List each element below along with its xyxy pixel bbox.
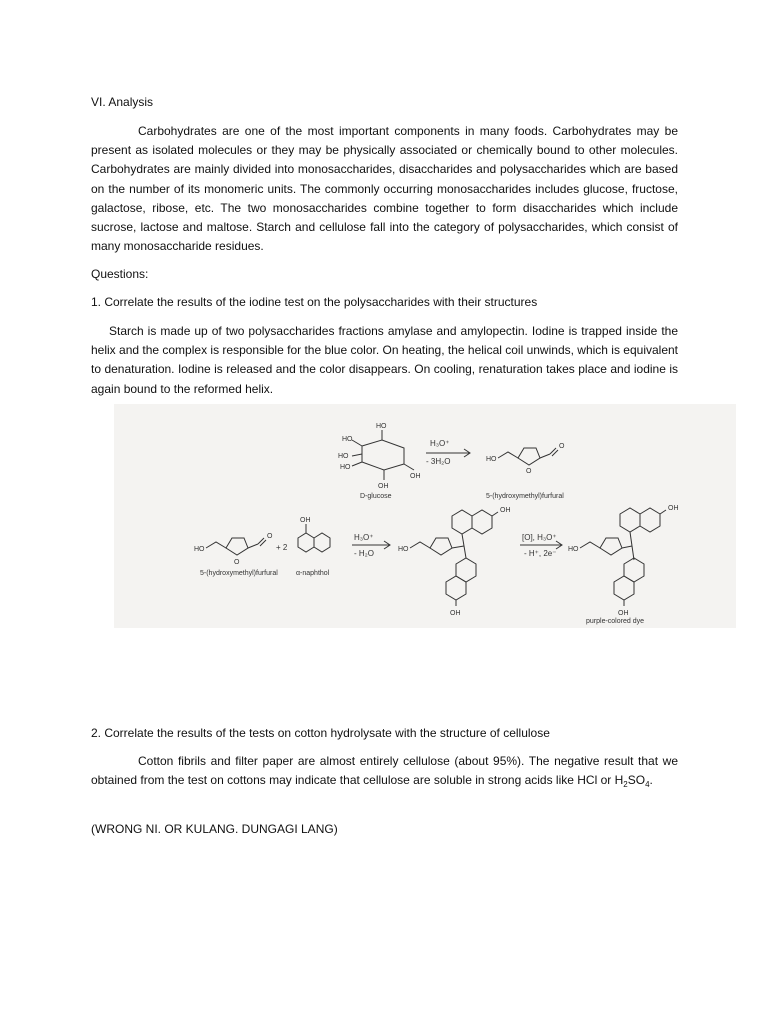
row2-reagent1-bottom: - H₂O	[354, 549, 374, 558]
formula-end: .	[649, 773, 653, 788]
question2-answer-text: Cotton fibrils and filter paper are almost entirely cellulose (about 95%). The negative result that we obtained from the test on cottons may indicate that cellulose are soluble in strong acids like HCl or	[91, 754, 678, 788]
atom-oh-2: OH	[410, 473, 421, 480]
naphthyl-bottom-a	[456, 558, 476, 582]
naphthol-ring-b	[314, 533, 330, 552]
row2-reagent2-bottom: - H⁺, 2e⁻	[524, 549, 557, 558]
row1-product-label: 5-(hydroxymethyl)furfural	[486, 493, 564, 500]
formula-sub-2: 2	[623, 780, 628, 790]
row2-reactant1-label: 5-(hydroxymethyl)furfural	[200, 570, 278, 577]
row2-reagent1-top: H₃O⁺	[354, 533, 374, 542]
furan-ring-1	[518, 448, 540, 465]
furan-ring-3	[430, 538, 452, 555]
atom-ho-4: HO	[376, 423, 387, 430]
dye-ring-c	[624, 558, 644, 582]
naphthyl-top-b	[472, 510, 492, 534]
atom-ho-3: HO	[340, 464, 351, 471]
question1-prompt: 1. Correlate the results of the iodine test on the polysaccharides with their structures	[91, 295, 538, 309]
reaction-scheme-svg	[114, 404, 736, 628]
furan-ring-4	[600, 538, 622, 555]
atom-o-3: O	[234, 559, 240, 566]
atom-oh-6: OH	[668, 505, 679, 512]
question2-prompt: 2. Correlate the results of the tests on cotton hydrolysate with the structure of cellulose	[91, 726, 550, 740]
row2-reagent2-top: [O], H₃O⁺	[522, 533, 557, 542]
atom-oh-4: OH	[500, 507, 511, 514]
naphthyl-top-a	[452, 510, 472, 534]
question2-answer	[91, 752, 678, 794]
atom-oh-7: OH	[618, 610, 629, 617]
question2-note: (WRONG NI. OR KULANG. DUNGAGI LANG)	[91, 822, 338, 836]
questions-label: Questions:	[91, 267, 149, 281]
glucose-ring	[362, 440, 404, 470]
atom-ho-2: HO	[338, 453, 349, 460]
atom-oh-3: OH	[300, 517, 311, 524]
intro-paragraph: Carbohydrates are one of the most important components in many foods. Carbohydrates may be present as isolated molecules or they may be physically associated or chemically bound to other molecules. Carbohydrates are mainly divided into monosaccharides, disaccharides and polysaccharides which are based on the number of its monomeric units. The commonly occurring monosaccharides includes glucose, fructose, galactose, ribose, etc. The two monosaccharides combine together to form disaccharides which include sucrose, lactose and maltose. Starch and cellulose fall into the category of polysaccharides, which consist of many monosaccharide residues.	[91, 124, 678, 254]
atom-ho-1: HO	[342, 436, 353, 443]
section-title: VI. Analysis	[91, 95, 154, 109]
atom-ho-6: HO	[194, 546, 205, 553]
question1-answer: Starch is made up of two polysaccharides fractions amylase and amylopectin. Iodine is trapped inside the helix and the complex is responsible for the blue color. On heating, the helical coil unwinds, which is equivalent to denaturation. Iodine is released and the color disappears. On cooling, renaturation takes place and iodine is again bound to the reformed helix.	[91, 324, 679, 396]
atom-oh-1: OH	[378, 483, 389, 490]
atom-o-4: O	[267, 533, 273, 540]
formula-h: H	[614, 773, 624, 788]
row1-reagent-bottom: - 3H₂O	[426, 457, 451, 466]
row1-reagent-top: H₃O⁺	[430, 439, 450, 448]
row2-reactant2-label: α-naphthol	[296, 570, 330, 577]
row2-product-label: purple-colored dye	[586, 618, 644, 625]
row1-reactant-label: D-glucose	[360, 493, 392, 500]
reaction-scheme-figure	[114, 404, 736, 628]
naphthyl-bottom-b	[446, 576, 466, 600]
atom-ho-8: HO	[568, 546, 579, 553]
atom-o-1: O	[526, 468, 532, 475]
dye-ring-b	[640, 508, 660, 532]
formula-so: SO	[627, 773, 646, 788]
row2-plus: + 2	[276, 543, 288, 552]
dye-ring-a	[620, 508, 640, 532]
naphthol-ring-a	[298, 533, 314, 552]
atom-oh-5: OH	[450, 610, 461, 617]
atom-ho-5: HO	[486, 456, 497, 463]
dye-ring-d	[614, 576, 634, 600]
atom-ho-7: HO	[398, 546, 409, 553]
furan-ring-2	[226, 538, 248, 555]
atom-o-2: O	[559, 443, 565, 450]
formula-sub-4: 4	[645, 780, 650, 790]
